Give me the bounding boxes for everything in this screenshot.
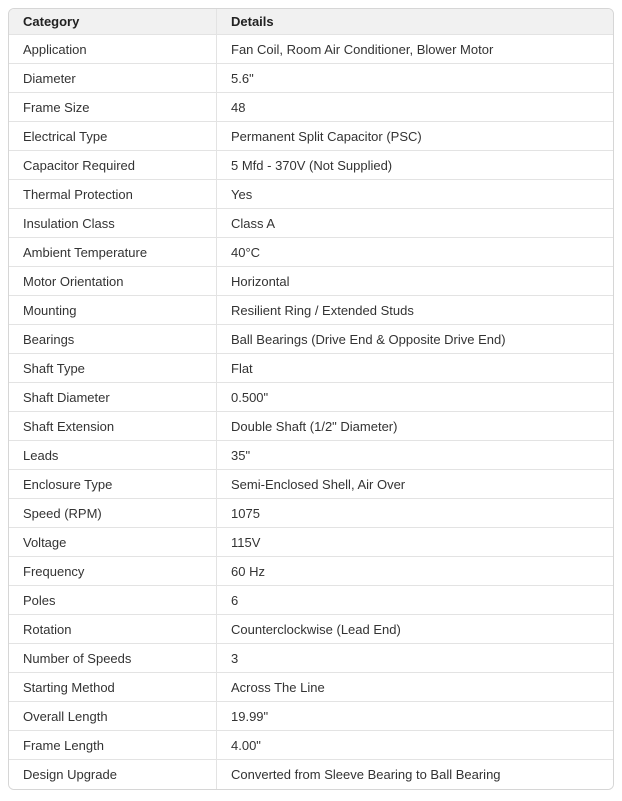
details-cell: 0.500"	[217, 383, 613, 412]
category-cell: Frequency	[9, 557, 217, 586]
category-cell: Mounting	[9, 296, 217, 325]
details-cell: Flat	[217, 354, 613, 383]
table-row	[9, 64, 613, 93]
table-row	[9, 528, 613, 557]
table-row	[9, 470, 613, 499]
header-row	[9, 9, 613, 35]
table-row	[9, 644, 613, 673]
category-column-header: Category	[9, 9, 217, 35]
details-cell: Converted from Sleeve Bearing to Ball Bearing	[217, 760, 613, 789]
spec-table-header	[9, 9, 613, 35]
table-row	[9, 441, 613, 470]
table-row	[9, 557, 613, 586]
details-cell: 6	[217, 586, 613, 615]
table-row	[9, 296, 613, 325]
table-row	[9, 412, 613, 441]
details-cell: 48	[217, 93, 613, 122]
details-cell: 40°C	[217, 238, 613, 267]
table-row	[9, 238, 613, 267]
table-row	[9, 151, 613, 180]
spec-table-card	[8, 8, 614, 790]
table-row	[9, 122, 613, 151]
category-cell: Frame Length	[9, 731, 217, 760]
details-cell: Horizontal	[217, 267, 613, 296]
category-cell: Application	[9, 35, 217, 64]
table-row	[9, 383, 613, 412]
category-cell: Overall Length	[9, 702, 217, 731]
details-cell: Counterclockwise (Lead End)	[217, 615, 613, 644]
details-cell: Class A	[217, 209, 613, 238]
category-cell: Shaft Extension	[9, 412, 217, 441]
table-row	[9, 499, 613, 528]
category-cell: Starting Method	[9, 673, 217, 702]
category-cell: Shaft Type	[9, 354, 217, 383]
category-cell: Enclosure Type	[9, 470, 217, 499]
details-cell: 5 Mfd - 370V (Not Supplied)	[217, 151, 613, 180]
category-cell: Motor Orientation	[9, 267, 217, 296]
category-cell: Ambient Temperature	[9, 238, 217, 267]
table-row	[9, 731, 613, 760]
category-cell: Voltage	[9, 528, 217, 557]
details-cell: Across The Line	[217, 673, 613, 702]
details-cell: 1075	[217, 499, 613, 528]
details-cell: 60 Hz	[217, 557, 613, 586]
category-cell: Capacitor Required	[9, 151, 217, 180]
details-cell: 3	[217, 644, 613, 673]
details-cell: 115V	[217, 528, 613, 557]
details-cell: Double Shaft (1/2" Diameter)	[217, 412, 613, 441]
category-cell: Bearings	[9, 325, 217, 354]
details-cell: 19.99"	[217, 702, 613, 731]
category-cell: Number of Speeds	[9, 644, 217, 673]
table-row	[9, 209, 613, 238]
category-cell: Frame Size	[9, 93, 217, 122]
table-row	[9, 267, 613, 296]
category-cell: Diameter	[9, 64, 217, 93]
details-cell: 35"	[217, 441, 613, 470]
table-row	[9, 615, 613, 644]
table-row	[9, 180, 613, 209]
category-cell: Shaft Diameter	[9, 383, 217, 412]
category-cell: Speed (RPM)	[9, 499, 217, 528]
table-row	[9, 586, 613, 615]
table-row	[9, 673, 613, 702]
spec-table	[9, 9, 613, 789]
category-cell: Electrical Type	[9, 122, 217, 151]
details-cell: Yes	[217, 180, 613, 209]
category-cell: Poles	[9, 586, 217, 615]
details-cell: Fan Coil, Room Air Conditioner, Blower Motor	[217, 35, 613, 64]
table-row	[9, 354, 613, 383]
details-cell: Resilient Ring / Extended Studs	[217, 296, 613, 325]
table-row	[9, 702, 613, 731]
table-row	[9, 760, 613, 789]
category-cell: Insulation Class	[9, 209, 217, 238]
details-cell: Permanent Split Capacitor (PSC)	[217, 122, 613, 151]
table-row	[9, 35, 613, 64]
details-column-header: Details	[217, 9, 613, 35]
details-cell: Semi-Enclosed Shell, Air Over	[217, 470, 613, 499]
details-cell: Ball Bearings (Drive End & Opposite Drive End)	[217, 325, 613, 354]
category-cell: Rotation	[9, 615, 217, 644]
category-cell: Leads	[9, 441, 217, 470]
details-cell: 4.00"	[217, 731, 613, 760]
table-row	[9, 93, 613, 122]
category-cell: Thermal Protection	[9, 180, 217, 209]
table-row	[9, 325, 613, 354]
spec-table-body	[9, 35, 613, 789]
category-cell: Design Upgrade	[9, 760, 217, 789]
details-cell: 5.6"	[217, 64, 613, 93]
